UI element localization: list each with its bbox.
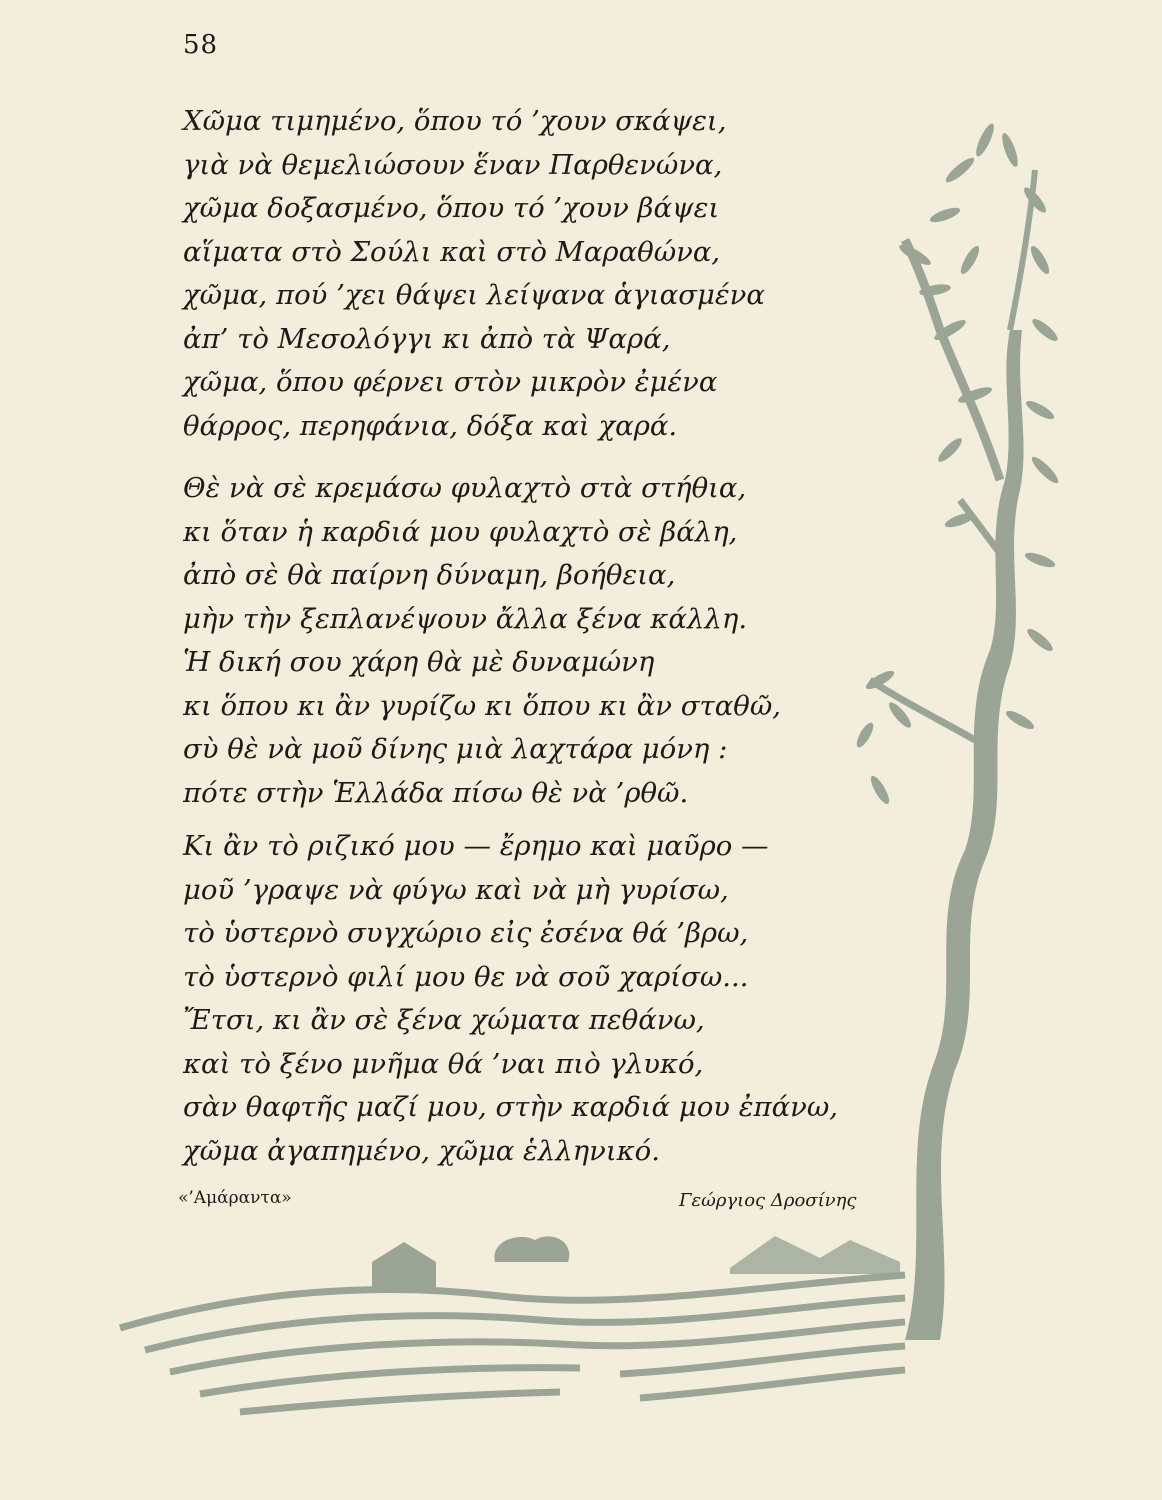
distant-mountain bbox=[730, 1236, 900, 1274]
poem-line: Ἡ δική σου χάρη θὰ μὲ δυναμώνη bbox=[183, 646, 655, 678]
poem-line: Χῶμα τιμημένο, ὅπου τό ’χουν σκάψει, bbox=[183, 105, 727, 137]
tree-trunk bbox=[905, 330, 1024, 1340]
poem-line: γιὰ νὰ θεμελιώσουν ἕναν Παρθενώνα, bbox=[183, 148, 723, 181]
poem-line: χῶμα ἀγαπημένο, χῶμα ἑλληνικό. bbox=[183, 1134, 660, 1167]
poem-line: πότε στὴν Ἑλλάδα πίσω θὲ νὰ ’ρθῶ. bbox=[183, 776, 689, 809]
page-number: 58 bbox=[183, 30, 219, 60]
house bbox=[372, 1242, 436, 1290]
poem-line: χῶμα, ὅπου φέρνει στὸν μικρὸν ἐμένα bbox=[183, 366, 718, 398]
plowed-fields bbox=[120, 1275, 905, 1412]
poem-line: χῶμα δοξασμένο, ὅπου τό ’χουν βάψει bbox=[183, 192, 720, 224]
poem-line: τὸ ὑστερνὸ φιλί μου θε νὰ σοῦ χαρίσω... bbox=[183, 960, 749, 993]
tree-cluster bbox=[494, 1236, 569, 1262]
source-title: «’Αμάραντα» bbox=[178, 1188, 292, 1208]
poem-line: μοῦ ’γραψε νὰ φύγω καὶ νὰ μὴ γυρίσω, bbox=[183, 873, 729, 906]
poem-line: κι ὅπου κι ἂν γυρίζω κι ὅπου κι ἂν σταθῶ, bbox=[183, 689, 782, 722]
poem-line: τὸ ὑστερνὸ συγχώριο εἰς ἐσένα θά ’βρω, bbox=[183, 917, 749, 949]
poem-line: καὶ τὸ ξένο μνῆμα θά ’ναι πιὸ γλυκό, bbox=[183, 1047, 704, 1080]
author-name: Γεώργιος Δροσίνης bbox=[679, 1190, 857, 1211]
poem-line: θάρρος, περηφάνια, δόξα καὶ χαρά. bbox=[183, 409, 678, 442]
poem-line: σὰν θαφτῆς μαζί μου, στὴν καρδιά μου ἐπάνω, bbox=[183, 1091, 839, 1123]
poem-line: Θὲ νὰ σὲ κρεμάσω φυλαχτὸ στὰ στήθια, bbox=[183, 472, 747, 504]
poem-line: Κι ἂν τὸ ριζικό μου — ἔρημο καὶ μαῦρο — bbox=[183, 830, 769, 862]
poem-line: σὺ θὲ νὰ μοῦ δίνης μιὰ λαχτάρα μόνη : bbox=[183, 733, 728, 765]
poem-line: ἀπ’ τὸ Μεσολόγγι κι ἀπὸ τὰ Ψαρά, bbox=[183, 322, 671, 355]
poem-line: μὴν τὴν ξεπλανέψουν ἄλλα ξένα κάλλη. bbox=[183, 602, 748, 635]
poem-line: αἵματα στὸ Σούλι καὶ στὸ Μαραθώνα, bbox=[183, 235, 721, 268]
poem-line: κι ὅταν ἡ καρδιά μου φυλαχτὸ σὲ βάλη, bbox=[183, 515, 738, 548]
tree-branch bbox=[870, 680, 975, 740]
poem-line: χῶμα, πού ’χει θάψει λείψανα ἁγιασμένα bbox=[183, 279, 765, 311]
poem-line: Ἔτσι, κι ἂν σὲ ξένα χώματα πεθάνω, bbox=[183, 1004, 705, 1036]
poem-line: ἀπὸ σὲ θὰ παίρνη δύναμη, βοήθεια, bbox=[183, 559, 676, 591]
